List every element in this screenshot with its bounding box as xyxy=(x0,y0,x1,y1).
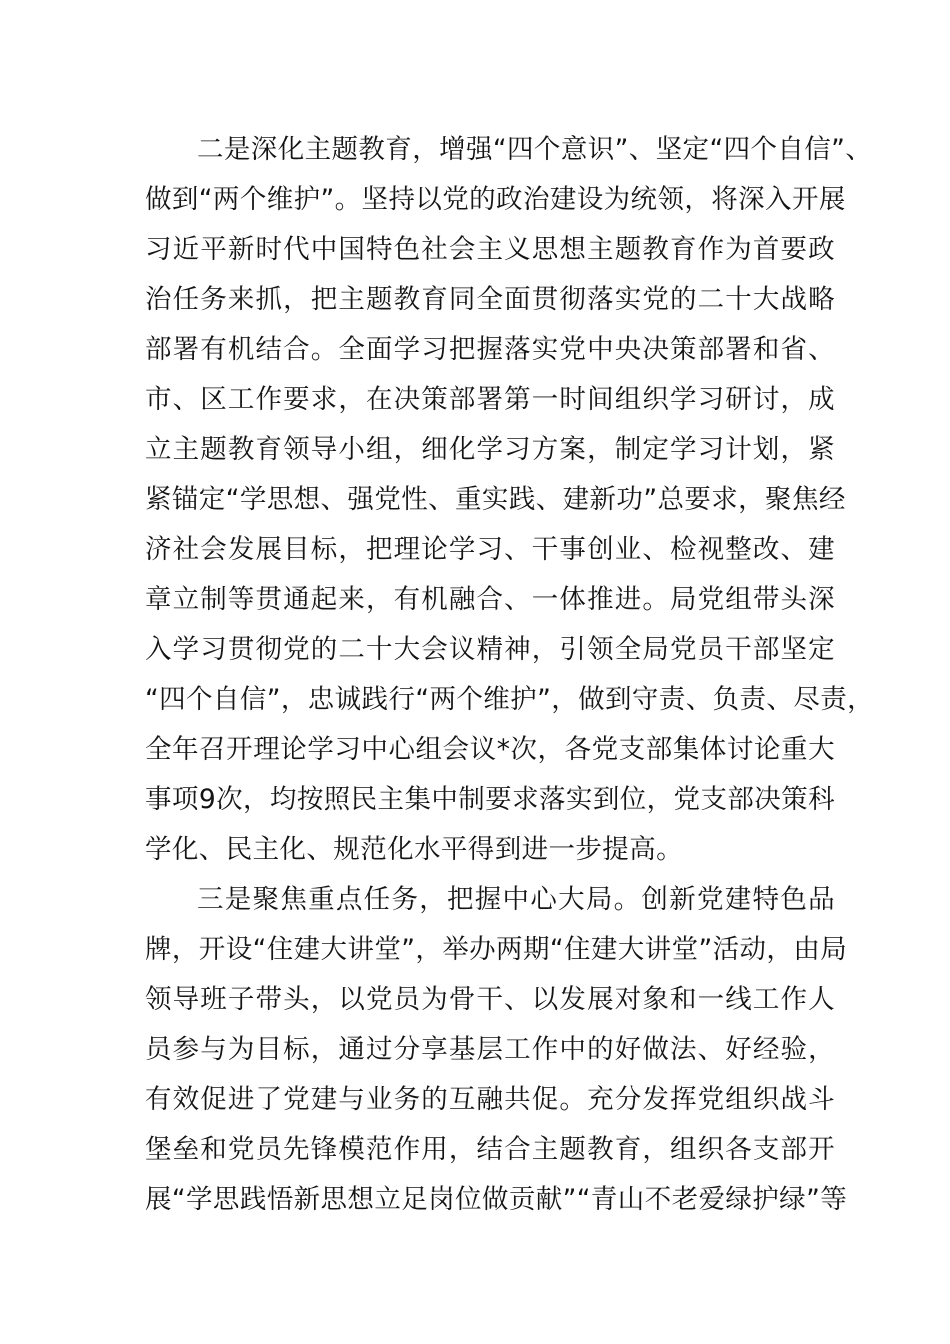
text-line: 二是深化主题教育，增强“四个意识”、坚定“四个自信”、 xyxy=(197,134,873,165)
text-line: 市、区工作要求，在决策部署第一时间组织学习研讨，成 xyxy=(145,384,835,415)
text-line: 牌，开设“住建大讲堂”，举办两期“住建大讲堂”活动，由局 xyxy=(145,934,848,965)
text-line: 入学习贯彻党的二十大会议精神，引领全局党员干部坚定 xyxy=(145,634,835,665)
text-line: 堡垒和党员先锋模范作用，结合主题教育，组织各支部开 xyxy=(145,1134,835,1165)
text-line: 领导班子带头，以党员为骨干、以发展对象和一线工作人 xyxy=(145,984,835,1015)
text-line: 事项9次，均按照民主集中制要求落实到位，党支部决策科 xyxy=(145,784,835,815)
text-line: 立主题教育领导小组，细化学习方案，制定学习计划，紧 xyxy=(145,434,835,465)
text-line: “四个自信”，忠诚践行“两个维护”，做到守责、负责、尽责， xyxy=(145,684,875,715)
text-line: 全年召开理论学习中心组会议*次，各党支部集体讨论重大 xyxy=(145,734,835,765)
text-line: 习近平新时代中国特色社会主义思想主题教育作为首要政 xyxy=(145,234,835,265)
text-line: 做到“两个维护”。坚持以党的政治建设为统领，将深入开展 xyxy=(145,184,846,215)
text-line: 员参与为目标，通过分享基层工作中的好做法、好经验， xyxy=(145,1034,835,1065)
text-line: 有效促进了党建与业务的互融共促。充分发挥党组织战斗 xyxy=(145,1084,835,1115)
text-line: 学化、民主化、规范化水平得到进一步提高。 xyxy=(145,834,683,865)
text-line: 三是聚焦重点任务，把握中心大局。创新党建特色品 xyxy=(197,884,835,915)
text-line: 济社会发展目标，把理论学习、干事创业、检视整改、建 xyxy=(145,534,835,565)
text-line: 治任务来抓，把主题教育同全面贯彻落实党的二十大战略 xyxy=(145,284,835,315)
text-line: 展“学思践悟新思想立足岗位做贡献”“青山不老爱绿护绿”等 xyxy=(145,1184,848,1215)
text-line: 紧锚定“学思想、强党性、重实践、建新功”总要求，聚焦经 xyxy=(145,484,846,515)
text-line: 章立制等贯通起来，有机融合、一体推进。局党组带头深 xyxy=(145,584,835,615)
text-line: 部署有机结合。全面学习把握落实党中央决策部署和省、 xyxy=(145,334,835,365)
